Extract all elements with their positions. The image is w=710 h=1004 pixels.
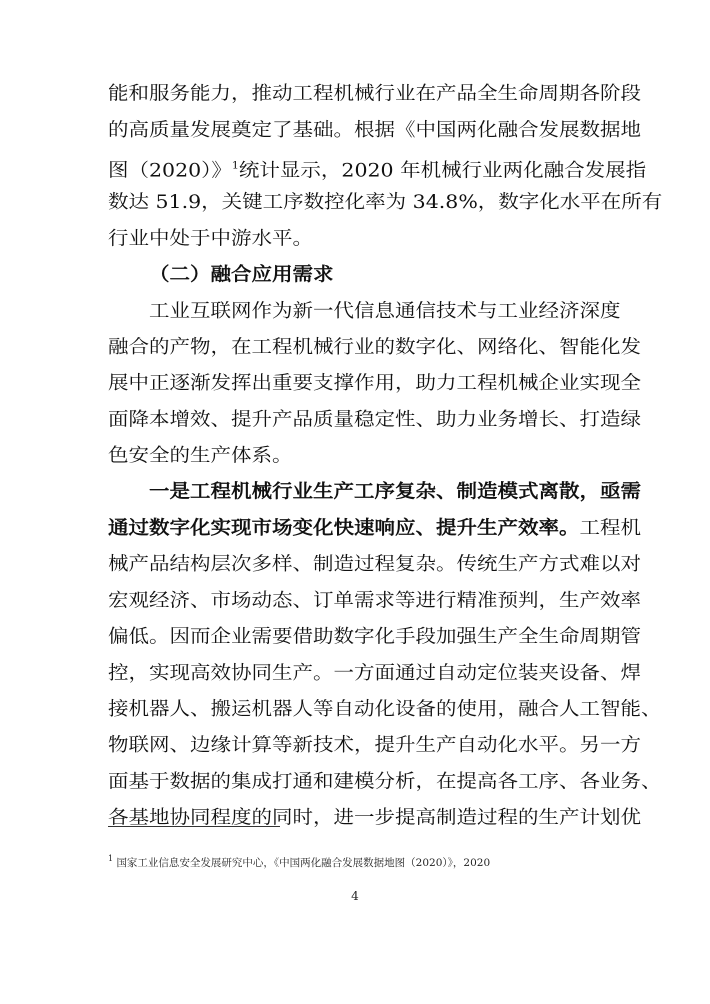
paragraph-line: 宏观经济、市场动态、订单需求等进行精准预判，生产效率 (108, 589, 641, 611)
body-line: 的高质量发展奠定了基础。根据《中国两化融合发展数据地 (108, 118, 641, 141)
bold-lead-line: 一是工程机械行业生产工序复杂、制造模式离散，亟需 (149, 480, 641, 503)
body-line: 能和服务能力，推动工程机械行业在产品全生命周期各阶段 (108, 82, 641, 105)
footnote (108, 851, 490, 871)
paragraph-line: 控，实现高效协同生产。一方面通过自动定位装夹设备、焊 (108, 661, 641, 684)
body-text: 工程机 (579, 516, 641, 539)
body-line: 数达 51.9，关键工序数控化率为 34.8%，数字化水平在所有 (108, 190, 663, 213)
paragraph-line: 展中正逐渐发挥出重要支撑作用，助力工程机械企业实现全 (108, 371, 641, 394)
body-line: 行业中处于中游水平。 (108, 227, 313, 249)
footnote-reference[interactable]: 1 (231, 159, 239, 172)
page-number: 4 (351, 889, 359, 903)
paragraph-line: 工业互联网作为新一代信息通信技术与工业经济深度 (149, 299, 621, 322)
paragraph-line: 械产品结构层次多样、制造过程复杂。传统生产方式难以对 (108, 552, 641, 575)
body-line-with-footnote-ref (108, 148, 647, 184)
paragraph-line: 色安全的生产体系。 (108, 444, 293, 467)
paragraph-line: 融合的产物，在工程机械行业的数字化、网络化、智能化发 (108, 335, 641, 358)
paragraph-line: 物联网、边缘计算等新技术，提升生产自动化水平。另一方 (108, 733, 641, 756)
section-heading: （二）融合应用需求 (149, 263, 334, 286)
paragraph-line: 接机器人、搬运机器人等自动化设备的使用，融合人工智能、 (108, 697, 662, 720)
mixed-line (108, 510, 641, 546)
bold-lead-text: 通过数字化实现市场变化快速响应、提升生产效率。 (108, 516, 580, 539)
footnote-divider (108, 826, 280, 827)
footnote-text: 国家工业信息安全发展研究中心，《中国两化融合发展数据地图（2020）》，2020 (116, 857, 491, 869)
paragraph-line: 各基地协同程度的同时，进一步提高制造过程的生产计划优 (108, 806, 641, 829)
body-text: 统计显示，2020 年机械行业两化融合发展指 (238, 159, 647, 181)
paragraph-line: 偏低。因而企业需要借助数字化手段加强生产全生命周期管 (108, 625, 641, 648)
body-text: 图（2020）》 (108, 159, 232, 181)
paragraph-line: 面降本增效、提升产品质量稳定性、助力业务增长、打造绿 (108, 408, 641, 430)
paragraph-line: 面基于数据的集成打通和建模分析，在提高各工序、各业务、 (108, 770, 662, 792)
footnote-marker: 1 (108, 854, 114, 863)
